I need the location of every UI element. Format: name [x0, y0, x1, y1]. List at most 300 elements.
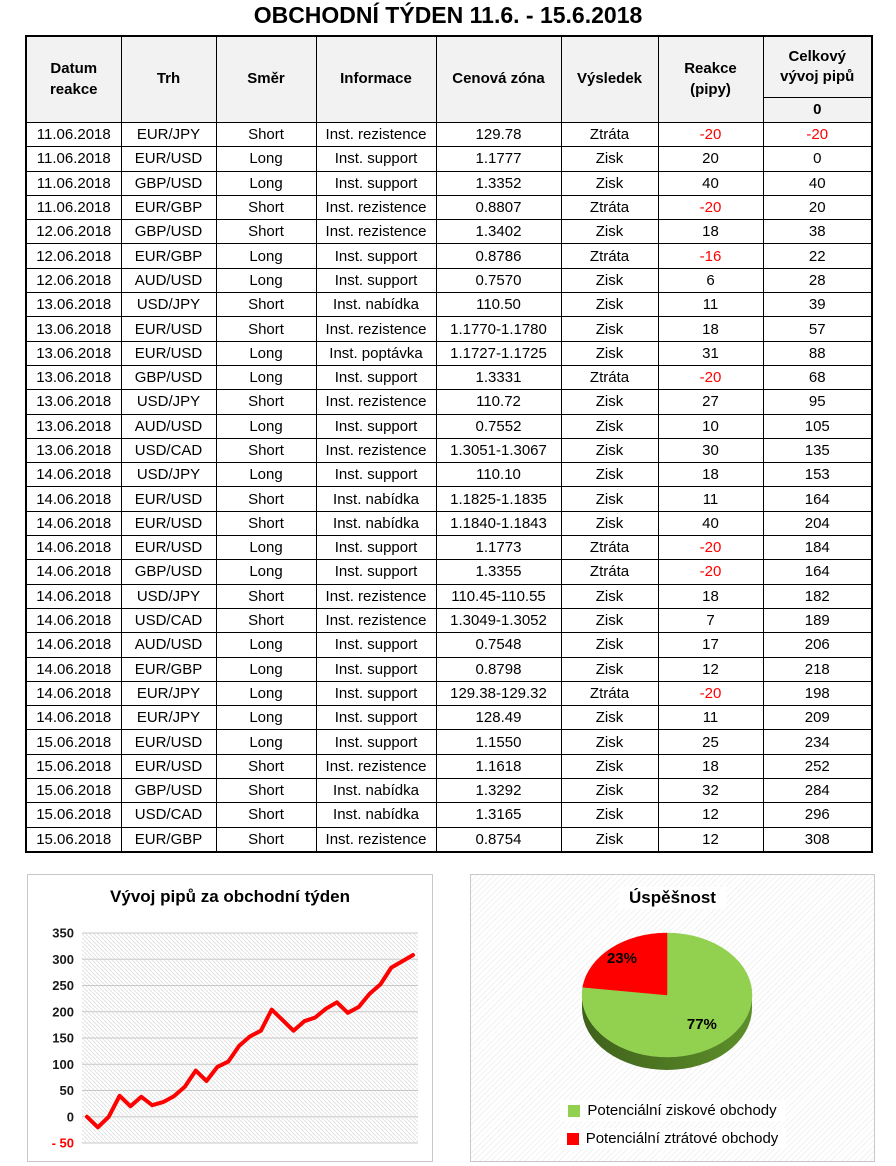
cell-vysledek: Ztráta	[561, 536, 658, 560]
cell-vysledek: Zisk	[561, 730, 658, 754]
table-row	[26, 171, 872, 195]
cell-trh: GBP/USD	[121, 171, 216, 195]
cell-celkovy: 189	[763, 608, 872, 632]
cell-celkovy: 38	[763, 220, 872, 244]
cell-vysledek: Zisk	[561, 438, 658, 462]
cell-informace: Inst. support	[316, 244, 436, 268]
cell-smer: Long	[216, 147, 316, 171]
cell-vysledek: Zisk	[561, 657, 658, 681]
table-row	[26, 220, 872, 244]
cell-trh: EUR/GBP	[121, 827, 216, 852]
cell-trh: EUR/JPY	[121, 681, 216, 705]
table-row	[26, 438, 872, 462]
cell-cenova-zona: 110.10	[436, 463, 561, 487]
cell-informace: Inst. support	[316, 681, 436, 705]
cell-reakce: 40	[658, 171, 763, 195]
cell-smer: Short	[216, 317, 316, 341]
cell-cenova-zona: 0.8754	[436, 827, 561, 852]
pie-legend	[471, 1100, 874, 1149]
table-row	[26, 706, 872, 730]
y-axis-tick-label: 150	[52, 1030, 74, 1046]
cell-trh: EUR/USD	[121, 317, 216, 341]
line-chart	[28, 920, 432, 1161]
cell-datum: 13.06.2018	[26, 414, 121, 438]
cell-celkovy: 252	[763, 754, 872, 778]
cell-informace: Inst. support	[316, 268, 436, 292]
cell-cenova-zona: 0.8786	[436, 244, 561, 268]
cell-celkovy: 234	[763, 730, 872, 754]
cell-reakce: 12	[658, 803, 763, 827]
cell-trh: EUR/USD	[121, 487, 216, 511]
cell-vysledek: Zisk	[561, 608, 658, 632]
cell-cenova-zona: 1.1777	[436, 147, 561, 171]
cell-cenova-zona: 1.1773	[436, 536, 561, 560]
cell-cenova-zona: 1.1840-1.1843	[436, 511, 561, 535]
pie-chart-panel	[470, 874, 875, 1162]
cell-cenova-zona: 129.38-129.32	[436, 681, 561, 705]
table-row	[26, 123, 872, 147]
cell-cenova-zona: 1.1550	[436, 730, 561, 754]
cell-cenova-zona: 1.3352	[436, 171, 561, 195]
cell-datum: 14.06.2018	[26, 584, 121, 608]
cell-datum: 14.06.2018	[26, 633, 121, 657]
table-row	[26, 293, 872, 317]
cell-cenova-zona: 1.3051-1.3067	[436, 438, 561, 462]
cell-datum: 14.06.2018	[26, 681, 121, 705]
cell-vysledek: Ztráta	[561, 244, 658, 268]
table-row	[26, 195, 872, 219]
cell-cenova-zona: 1.1727-1.1725	[436, 341, 561, 365]
cell-reakce: 10	[658, 414, 763, 438]
cell-celkovy: 308	[763, 827, 872, 852]
header-start-value: 0	[763, 98, 872, 123]
cell-vysledek: Zisk	[561, 317, 658, 341]
cell-vysledek: Zisk	[561, 779, 658, 803]
cell-trh: EUR/USD	[121, 730, 216, 754]
page-title: OBCHODNÍ TÝDEN 11.6. - 15.6.2018	[253, 2, 643, 28]
table-row	[26, 754, 872, 778]
cell-vysledek: Zisk	[561, 803, 658, 827]
cell-vysledek: Zisk	[561, 633, 658, 657]
table-row	[26, 803, 872, 827]
cell-vysledek: Zisk	[561, 463, 658, 487]
table-row	[26, 244, 872, 268]
cell-informace: Inst. support	[316, 414, 436, 438]
cell-reakce: -20	[658, 123, 763, 147]
cell-trh: USD/JPY	[121, 463, 216, 487]
cell-vysledek: Zisk	[561, 171, 658, 195]
cell-smer: Long	[216, 414, 316, 438]
cell-trh: GBP/USD	[121, 560, 216, 584]
y-axis-tick-label: 300	[52, 951, 74, 967]
cell-trh: GBP/USD	[121, 779, 216, 803]
cell-vysledek: Zisk	[561, 268, 658, 292]
cell-celkovy: 184	[763, 536, 872, 560]
cell-cenova-zona: 110.50	[436, 293, 561, 317]
cell-vysledek: Zisk	[561, 293, 658, 317]
cell-informace: Inst. rezistence	[316, 438, 436, 462]
cell-cenova-zona: 129.78	[436, 123, 561, 147]
cell-smer: Short	[216, 195, 316, 219]
cell-smer: Long	[216, 171, 316, 195]
cell-smer: Short	[216, 438, 316, 462]
cell-informace: Inst. support	[316, 633, 436, 657]
cell-trh: EUR/GBP	[121, 195, 216, 219]
cell-trh: EUR/GBP	[121, 657, 216, 681]
cell-reakce: 18	[658, 584, 763, 608]
cell-reakce: 31	[658, 341, 763, 365]
table-row	[26, 365, 872, 389]
cell-informace: Inst. support	[316, 560, 436, 584]
legend-item-zisk	[560, 1100, 784, 1121]
cell-celkovy: 57	[763, 317, 872, 341]
cell-smer: Short	[216, 390, 316, 414]
cell-celkovy: 209	[763, 706, 872, 730]
cell-celkovy: 88	[763, 341, 872, 365]
cell-smer: Long	[216, 463, 316, 487]
table-row	[26, 487, 872, 511]
cell-datum: 11.06.2018	[26, 195, 121, 219]
cell-trh: EUR/JPY	[121, 123, 216, 147]
cell-vysledek: Ztráta	[561, 195, 658, 219]
table-row	[26, 317, 872, 341]
cell-informace: Inst. rezistence	[316, 608, 436, 632]
cell-celkovy: 22	[763, 244, 872, 268]
cell-informace: Inst. rezistence	[316, 584, 436, 608]
cell-reakce: 27	[658, 390, 763, 414]
cell-smer: Long	[216, 536, 316, 560]
table-row	[26, 827, 872, 852]
cell-trh: AUD/USD	[121, 414, 216, 438]
cell-vysledek: Zisk	[561, 147, 658, 171]
cell-celkovy: 105	[763, 414, 872, 438]
cell-smer: Long	[216, 706, 316, 730]
legend-label-ztrata: Potenciální ztrátové obchody	[585, 1130, 779, 1147]
cell-smer: Long	[216, 657, 316, 681]
cell-vysledek: Ztráta	[561, 123, 658, 147]
cell-datum: 14.06.2018	[26, 463, 121, 487]
cell-trh: GBP/USD	[121, 365, 216, 389]
header-cenova-zona: Cenová zóna	[436, 36, 561, 123]
cell-smer: Short	[216, 220, 316, 244]
cell-celkovy: 206	[763, 633, 872, 657]
y-axis-tick-label: 100	[52, 1056, 74, 1072]
cell-trh: AUD/USD	[121, 633, 216, 657]
cell-cenova-zona: 1.1825-1.1835	[436, 487, 561, 511]
cell-smer: Long	[216, 730, 316, 754]
cell-vysledek: Zisk	[561, 487, 658, 511]
cell-reakce: 18	[658, 317, 763, 341]
cell-celkovy: 39	[763, 293, 872, 317]
cell-celkovy: 40	[763, 171, 872, 195]
cell-datum: 14.06.2018	[26, 706, 121, 730]
cell-celkovy: 153	[763, 463, 872, 487]
cell-smer: Short	[216, 487, 316, 511]
cell-cenova-zona: 1.3402	[436, 220, 561, 244]
cell-datum: 14.06.2018	[26, 487, 121, 511]
cell-informace: Inst. rezistence	[316, 754, 436, 778]
y-axis-tick-label: 200	[52, 1004, 74, 1020]
cell-trh: EUR/JPY	[121, 706, 216, 730]
cell-informace: Inst. rezistence	[316, 317, 436, 341]
cell-smer: Short	[216, 608, 316, 632]
cell-informace: Inst. support	[316, 365, 436, 389]
y-axis-tick-label: - 50	[51, 1135, 74, 1151]
table-row	[26, 730, 872, 754]
table-row	[26, 511, 872, 535]
cell-trh: AUD/USD	[121, 268, 216, 292]
cell-informace: Inst. poptávka	[316, 341, 436, 365]
cell-informace: Inst. support	[316, 171, 436, 195]
cell-trh: USD/CAD	[121, 803, 216, 827]
cell-smer: Long	[216, 681, 316, 705]
cell-datum: 14.06.2018	[26, 536, 121, 560]
cell-trh: EUR/USD	[121, 754, 216, 778]
table-row	[26, 147, 872, 171]
cell-datum: 14.06.2018	[26, 608, 121, 632]
cell-informace: Inst. support	[316, 657, 436, 681]
cell-smer: Long	[216, 633, 316, 657]
line-chart-panel	[27, 874, 433, 1162]
cell-datum: 13.06.2018	[26, 341, 121, 365]
cell-reakce: -20	[658, 681, 763, 705]
cell-vysledek: Ztráta	[561, 365, 658, 389]
cell-trh: USD/JPY	[121, 390, 216, 414]
cell-smer: Short	[216, 584, 316, 608]
cell-vysledek: Zisk	[561, 754, 658, 778]
cell-reakce: 20	[658, 147, 763, 171]
pie-chart-title: Úspěšnost	[471, 887, 874, 909]
y-axis-tick-label: 50	[59, 1083, 74, 1098]
cell-datum: 11.06.2018	[26, 171, 121, 195]
cell-datum: 15.06.2018	[26, 827, 121, 852]
cell-vysledek: Ztráta	[561, 560, 658, 584]
cell-datum: 15.06.2018	[26, 730, 121, 754]
cell-smer: Short	[216, 123, 316, 147]
cell-trh: USD/CAD	[121, 438, 216, 462]
legend-swatch-red-icon	[567, 1133, 579, 1145]
cell-reakce: 17	[658, 633, 763, 657]
cell-informace: Inst. rezistence	[316, 390, 436, 414]
cell-informace: Inst. nabídka	[316, 487, 436, 511]
header-datum-reakce: Datum reakce	[26, 36, 121, 123]
cell-smer: Short	[216, 803, 316, 827]
cell-trh: EUR/GBP	[121, 244, 216, 268]
cell-smer: Long	[216, 365, 316, 389]
cell-celkovy: 164	[763, 487, 872, 511]
cell-reakce: 7	[658, 608, 763, 632]
cell-datum: 14.06.2018	[26, 657, 121, 681]
cell-cenova-zona: 0.7570	[436, 268, 561, 292]
y-axis-tick-label: 350	[52, 925, 74, 941]
cell-datum: 15.06.2018	[26, 779, 121, 803]
cell-datum: 13.06.2018	[26, 365, 121, 389]
header-informace: Informace	[316, 36, 436, 123]
cell-cenova-zona: 1.1618	[436, 754, 561, 778]
cell-informace: Inst. support	[316, 536, 436, 560]
cell-reakce: -16	[658, 244, 763, 268]
cell-cenova-zona: 110.72	[436, 390, 561, 414]
cell-informace: Inst. nabídka	[316, 293, 436, 317]
cell-cenova-zona: 0.8798	[436, 657, 561, 681]
cell-vysledek: Zisk	[561, 584, 658, 608]
cell-datum: 13.06.2018	[26, 438, 121, 462]
pie-percent-label: 77%	[686, 1015, 717, 1033]
cell-celkovy: 68	[763, 365, 872, 389]
cell-datum: 11.06.2018	[26, 123, 121, 147]
cell-vysledek: Zisk	[561, 220, 658, 244]
cell-smer: Short	[216, 779, 316, 803]
cell-trh: GBP/USD	[121, 220, 216, 244]
cell-smer: Short	[216, 754, 316, 778]
table-header	[26, 36, 872, 123]
cell-datum: 15.06.2018	[26, 803, 121, 827]
cell-celkovy: -20	[763, 123, 872, 147]
cell-trh: EUR/USD	[121, 341, 216, 365]
cell-datum: 11.06.2018	[26, 147, 121, 171]
cell-cenova-zona: 1.1770-1.1780	[436, 317, 561, 341]
cell-reakce: 11	[658, 487, 763, 511]
cell-celkovy: 182	[763, 584, 872, 608]
cell-cenova-zona: 1.3355	[436, 560, 561, 584]
cell-celkovy: 218	[763, 657, 872, 681]
cell-trh: USD/CAD	[121, 608, 216, 632]
cell-cenova-zona: 0.8807	[436, 195, 561, 219]
cell-datum: 12.06.2018	[26, 268, 121, 292]
cell-reakce: -20	[658, 560, 763, 584]
cell-reakce: 30	[658, 438, 763, 462]
cell-smer: Short	[216, 293, 316, 317]
cell-datum: 13.06.2018	[26, 317, 121, 341]
cell-reakce: 18	[658, 220, 763, 244]
y-axis-tick-label: 0	[66, 1109, 74, 1125]
header-celkovy-vyvoj: Celkový vývoj pipů	[763, 36, 872, 98]
cell-reakce: 25	[658, 730, 763, 754]
cell-cenova-zona: 1.3165	[436, 803, 561, 827]
cell-datum: 12.06.2018	[26, 244, 121, 268]
legend-item-ztrata	[559, 1128, 787, 1149]
table-row	[26, 608, 872, 632]
cell-informace: Inst. rezistence	[316, 123, 436, 147]
cell-cenova-zona: 1.3292	[436, 779, 561, 803]
cell-informace: Inst. rezistence	[316, 195, 436, 219]
cell-trh: EUR/USD	[121, 147, 216, 171]
cell-vysledek: Zisk	[561, 827, 658, 852]
cell-informace: Inst. nabídka	[316, 511, 436, 535]
cell-celkovy: 135	[763, 438, 872, 462]
header-trh: Trh	[121, 36, 216, 123]
cell-reakce: 11	[658, 293, 763, 317]
table-row	[26, 779, 872, 803]
cell-vysledek: Zisk	[561, 341, 658, 365]
cell-informace: Inst. rezistence	[316, 220, 436, 244]
cell-celkovy: 164	[763, 560, 872, 584]
pie-percent-label: 23%	[606, 949, 638, 967]
table-row	[26, 681, 872, 705]
cell-informace: Inst. support	[316, 463, 436, 487]
cell-reakce: -20	[658, 536, 763, 560]
cell-smer: Short	[216, 827, 316, 852]
cell-celkovy: 284	[763, 779, 872, 803]
cell-vysledek: Ztráta	[561, 681, 658, 705]
y-axis-tick-label: 250	[52, 978, 74, 993]
cell-reakce: 11	[658, 706, 763, 730]
table-row	[26, 633, 872, 657]
cell-reakce: 18	[658, 754, 763, 778]
header-reakce-pipy: Reakce (pipy)	[658, 36, 763, 123]
cell-informace: Inst. nabídka	[316, 779, 436, 803]
cell-vysledek: Zisk	[561, 390, 658, 414]
table-row	[26, 560, 872, 584]
table-row	[26, 536, 872, 560]
cell-celkovy: 198	[763, 681, 872, 705]
cell-cenova-zona: 0.7548	[436, 633, 561, 657]
cell-smer: Short	[216, 511, 316, 535]
line-chart-title: Vývoj pipů za obchodní týden	[110, 887, 350, 906]
cell-datum: 13.06.2018	[26, 390, 121, 414]
cell-vysledek: Zisk	[561, 414, 658, 438]
cell-informace: Inst. support	[316, 730, 436, 754]
header-vysledek: Výsledek	[561, 36, 658, 123]
cell-reakce: -20	[658, 365, 763, 389]
cell-reakce: 32	[658, 779, 763, 803]
cell-reakce: -20	[658, 195, 763, 219]
cell-informace: Inst. nabídka	[316, 803, 436, 827]
cell-informace: Inst. support	[316, 147, 436, 171]
cell-reakce: 18	[658, 463, 763, 487]
cell-datum: 13.06.2018	[26, 293, 121, 317]
cell-celkovy: 296	[763, 803, 872, 827]
table-row	[26, 341, 872, 365]
cell-datum: 12.06.2018	[26, 220, 121, 244]
cell-smer: Long	[216, 560, 316, 584]
cell-datum: 14.06.2018	[26, 511, 121, 535]
cell-smer: Long	[216, 341, 316, 365]
cell-reakce: 6	[658, 268, 763, 292]
table-row	[26, 390, 872, 414]
cell-smer: Long	[216, 268, 316, 292]
table-row	[26, 268, 872, 292]
cell-celkovy: 95	[763, 390, 872, 414]
header-smer: Směr	[216, 36, 316, 123]
cell-datum: 14.06.2018	[26, 560, 121, 584]
cell-informace: Inst. rezistence	[316, 827, 436, 852]
cell-reakce: 40	[658, 511, 763, 535]
legend-label-zisk: Potenciální ziskové obchody	[587, 1102, 777, 1119]
table-body	[26, 123, 872, 852]
table-row	[26, 463, 872, 487]
cell-datum: 15.06.2018	[26, 754, 121, 778]
cell-reakce: 12	[658, 827, 763, 852]
cell-reakce: 12	[658, 657, 763, 681]
cell-trh: USD/JPY	[121, 293, 216, 317]
cell-celkovy: 20	[763, 195, 872, 219]
cell-vysledek: Zisk	[561, 706, 658, 730]
cell-trh: EUR/USD	[121, 511, 216, 535]
table-row	[26, 584, 872, 608]
cell-cenova-zona: 1.3331	[436, 365, 561, 389]
legend-swatch-green-icon	[568, 1105, 580, 1117]
cell-cenova-zona: 128.49	[436, 706, 561, 730]
cell-cenova-zona: 1.3049-1.3052	[436, 608, 561, 632]
cell-celkovy: 204	[763, 511, 872, 535]
cell-celkovy: 28	[763, 268, 872, 292]
cell-informace: Inst. support	[316, 706, 436, 730]
cell-trh: EUR/USD	[121, 536, 216, 560]
cell-smer: Long	[216, 244, 316, 268]
cell-cenova-zona: 0.7552	[436, 414, 561, 438]
table-row	[26, 414, 872, 438]
